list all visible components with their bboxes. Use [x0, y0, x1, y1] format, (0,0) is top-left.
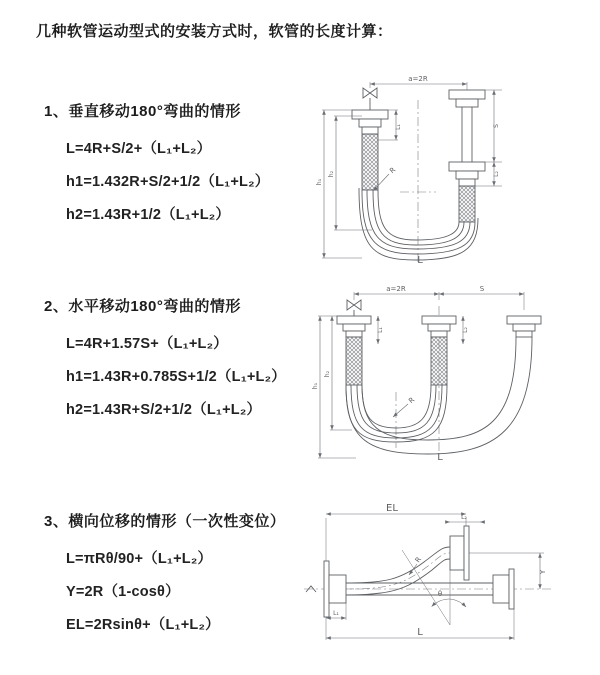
- section-2: [44, 295, 324, 427]
- section-3-formula-Y: Y=2R（1-cosθ）: [66, 584, 180, 600]
- dim-label-el: EL: [386, 503, 398, 514]
- right-flange-upper: [449, 90, 485, 107]
- section-1-formula-h2: h2=1.43R+1/2（L₁+L₂）: [66, 207, 231, 223]
- dim-label-s: S: [493, 124, 500, 128]
- length-label: L: [417, 627, 423, 638]
- diagram-lateral-displacement: [300, 498, 600, 650]
- right-flange-lower: [449, 162, 485, 186]
- section-3-formula-EL: EL=2Rsinθ+（L₁+L₂）: [66, 617, 220, 633]
- section-1-formula-h1: h1=1.432R+S/2+1/2（L₁+L₂）: [66, 174, 270, 190]
- dim-label-y: Y: [539, 569, 547, 575]
- radius-label: R: [388, 165, 398, 176]
- diagram-horizontal-180-bend: [308, 282, 598, 466]
- section-2-heading: 2、水平移动180°弯曲的情形: [44, 298, 241, 315]
- dim-label-h2: h₂: [324, 370, 331, 378]
- moved-flange: [507, 316, 541, 337]
- valve-icon: [347, 300, 361, 316]
- dim-label-l1: L₁: [395, 124, 402, 130]
- middle-braided-hose: [431, 337, 447, 385]
- left-flange: [352, 110, 388, 134]
- valve-icon: [363, 88, 377, 110]
- dim-label-h1: h₁: [312, 382, 319, 390]
- left-braided-hose: [362, 134, 378, 190]
- left-braided-hose: [346, 337, 362, 385]
- right-braided-hose: [459, 186, 475, 222]
- section-3-formula-L: L=πRθ/90+（L₁+L₂）: [66, 551, 213, 567]
- section-1-heading: 1、垂直移动180°弯曲的情形: [44, 103, 241, 120]
- left-flange: [324, 561, 346, 617]
- section-1: [44, 100, 324, 232]
- dim-label-width: a=2R: [386, 285, 406, 293]
- radius-label: R: [407, 395, 417, 406]
- dim-label-s: S: [479, 285, 485, 293]
- dim-label-l1: L₁: [377, 327, 384, 333]
- dim-label-l1: L₁: [333, 610, 339, 617]
- section-2-formula-L: L=4R+1.57S+（L₁+L₂）: [66, 336, 228, 352]
- section-3: [44, 510, 324, 642]
- middle-flange: [422, 316, 456, 337]
- section-1-formula-L: L=4R+S/2+（L₁+L₂）: [66, 141, 212, 157]
- section-3-heading: 3、横向位移的情形（一次性变位）: [44, 513, 286, 530]
- angle-label: θ: [437, 590, 443, 598]
- dim-label-h1: h₁: [316, 178, 323, 186]
- dim-label-l2: L₂: [493, 171, 500, 177]
- section-2-formula-h1: h1=1.43R+0.785S+1/2（L₁+L₂）: [66, 369, 286, 385]
- radius-label: R: [413, 555, 424, 565]
- hose-u-bend-original: [346, 385, 447, 442]
- length-label: L: [417, 255, 423, 266]
- left-flange: [337, 316, 371, 337]
- diagram-vertical-180-bend: [312, 70, 597, 266]
- length-label: L: [437, 452, 443, 463]
- hose-displaced-curve: [346, 547, 450, 595]
- right-flange-original: [493, 569, 514, 609]
- dim-label-h2: h₂: [328, 170, 335, 178]
- dim-label-l2: L₂: [462, 327, 469, 333]
- dim-label-width: a=2R: [408, 75, 428, 83]
- page-title: 几种软管运动型式的安装方式时，软管的长度计算：: [36, 23, 393, 40]
- section-2-formula-h2: h2=1.43R+S/2+1/2（L₁+L₂）: [66, 402, 262, 418]
- dim-label-l2: L₂: [461, 514, 467, 521]
- right-flange-displaced: [450, 526, 469, 580]
